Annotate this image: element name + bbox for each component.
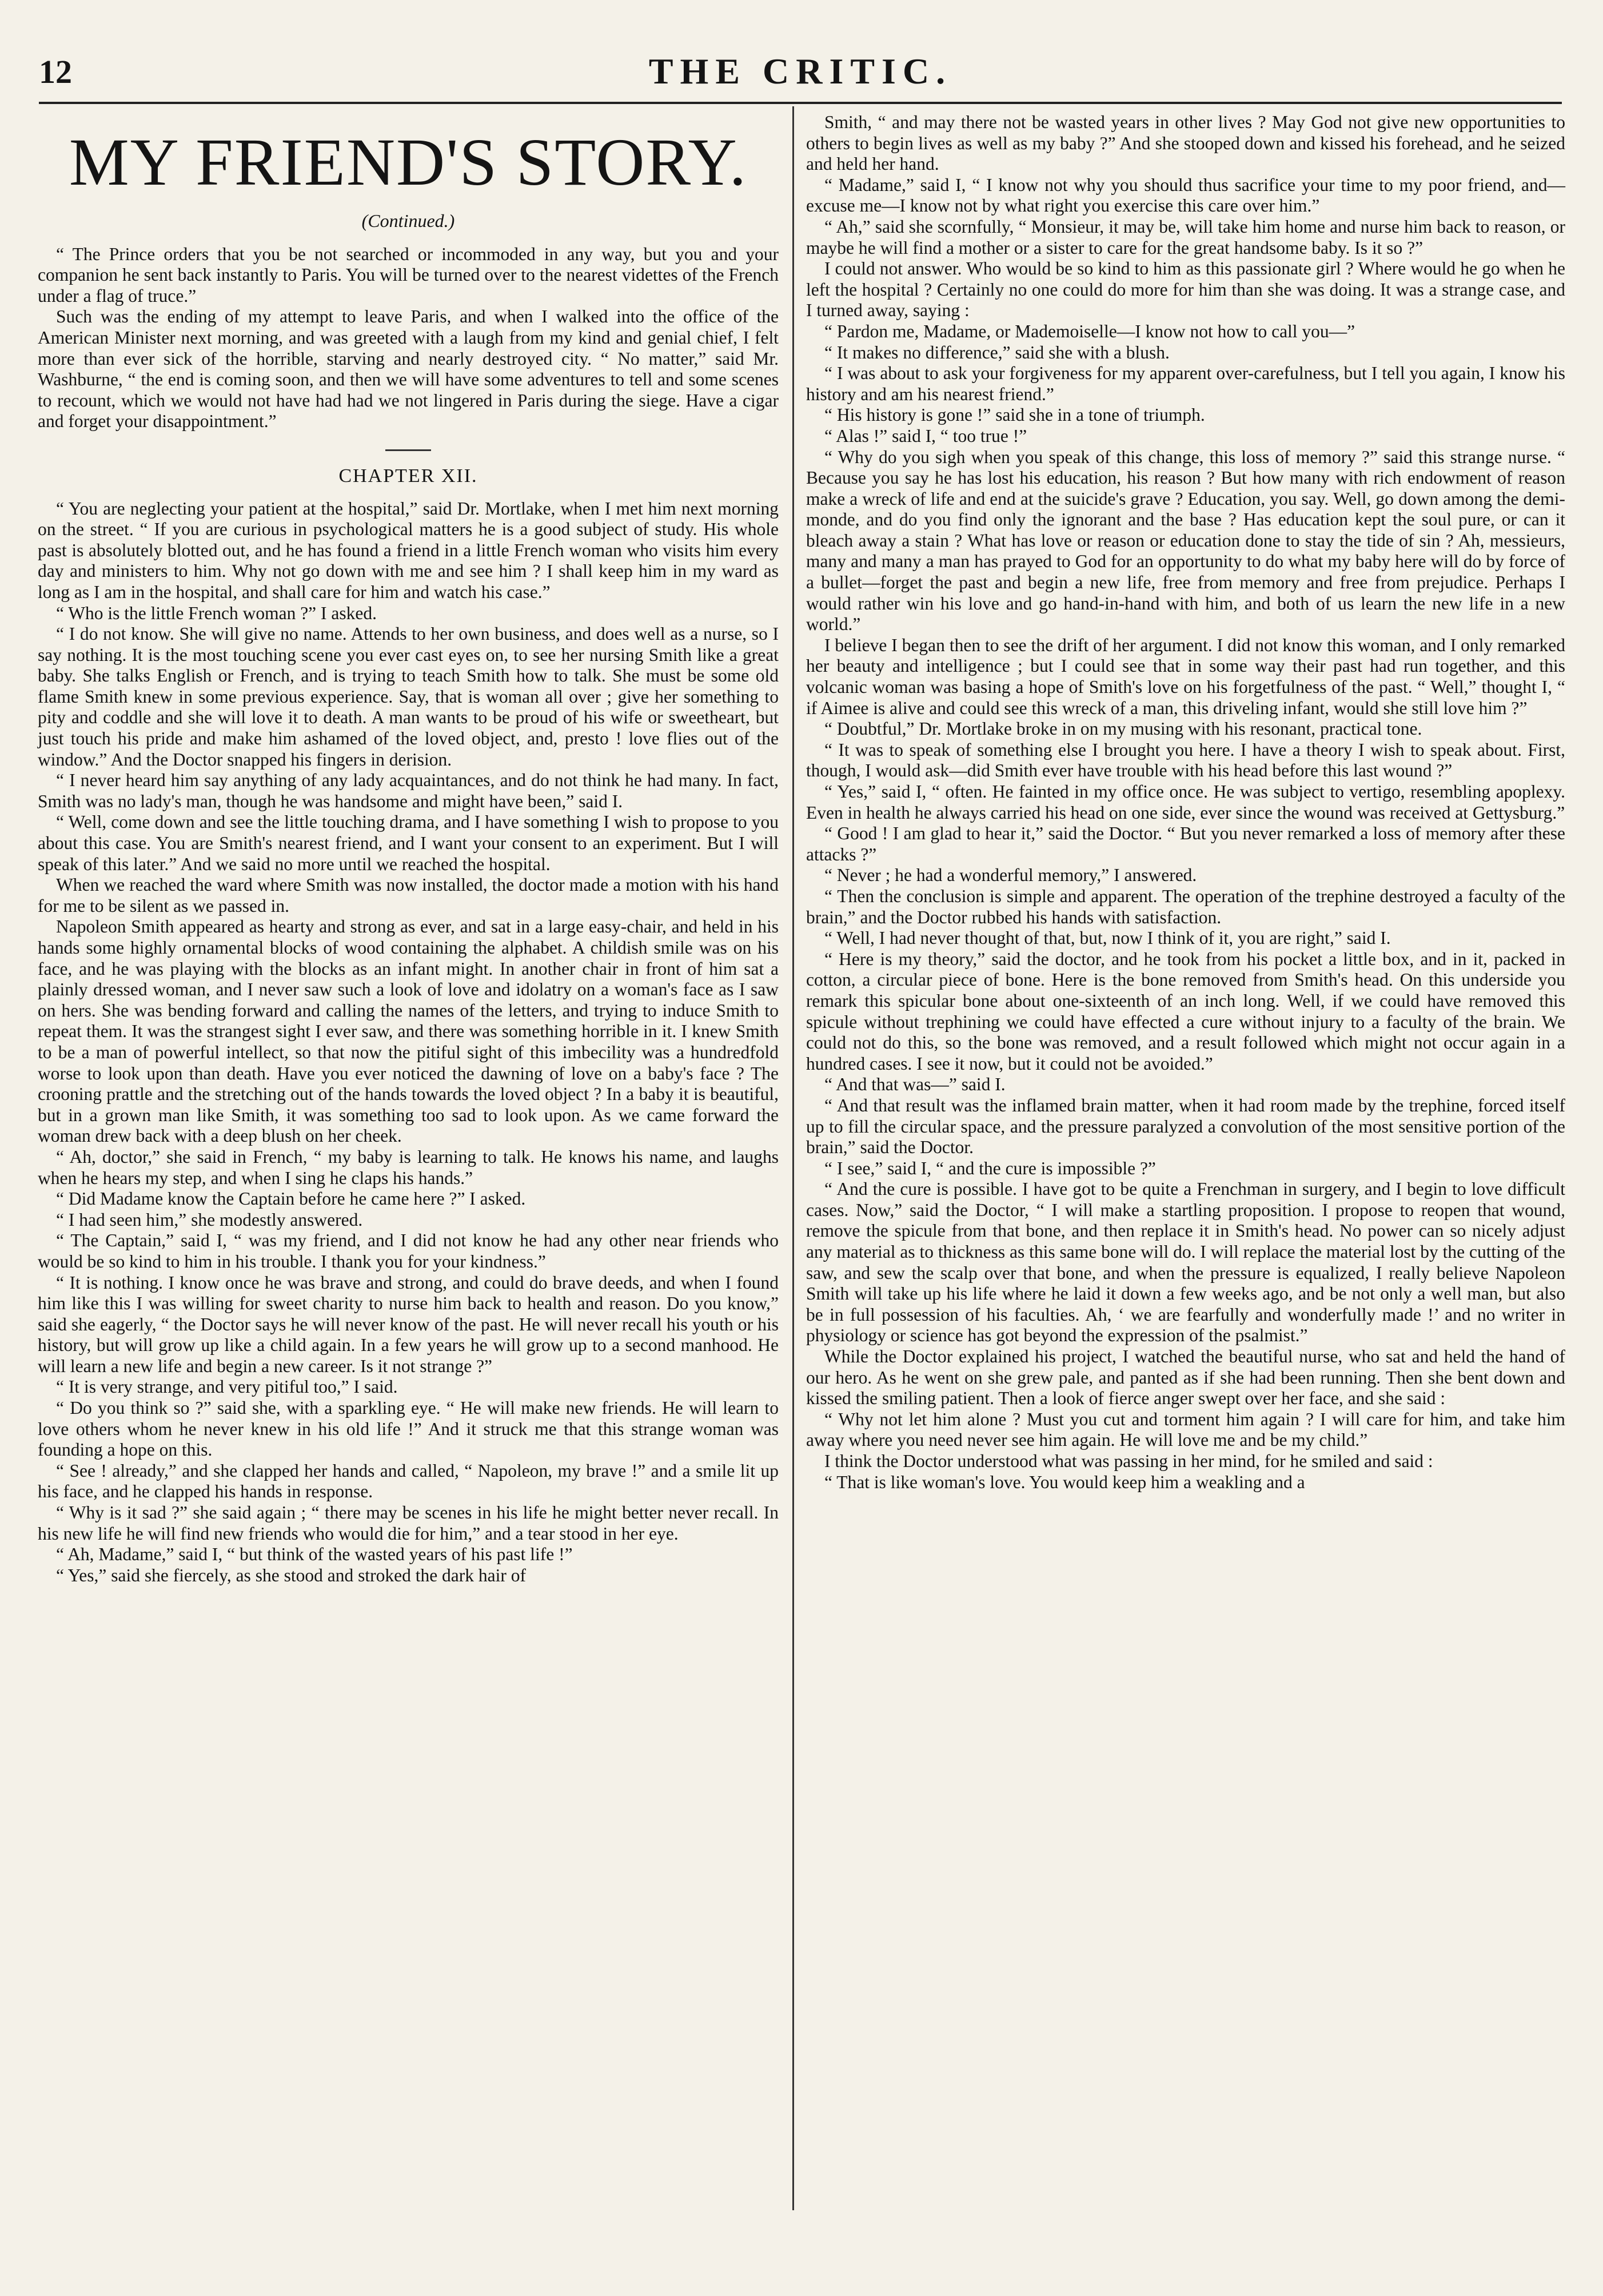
paragraph: “ Pardon me, Madame, or Mademoiselle—I know not how to call you—” — [824, 321, 1355, 341]
left-column-top-paragraphs — [38, 244, 779, 432]
right-column — [806, 112, 1565, 1493]
paragraph: “ See ! already,” and she clapped her hands and called, “ Napoleon, my brave !” and a smile lit up his face, and he clapped his hands in response. — [38, 1460, 779, 1502]
left-column-chapter-paragraphs — [38, 499, 779, 1587]
paragraph: “ And that result was the inflamed brain matter, when it had room made by the trephine, forced itself up to fill the circular space, and the pressure paralyzed a convolution of the most sensitive portion of the brain,” said the Doctor. — [806, 1095, 1565, 1158]
column-rule — [792, 106, 794, 2210]
paragraph: “ His history is gone !” said she in a tone of triumph. — [824, 405, 1205, 425]
paragraph: “ Yes,” said she fiercely, as she stood and stroked the dark hair of — [56, 1565, 526, 1585]
paragraph: “ And that was—” said I. — [824, 1074, 1006, 1095]
page-number: 12 — [39, 53, 72, 90]
paragraph: “ Never ; he had a wonderful memory,” I answered. — [824, 865, 1197, 886]
paragraph: “ Do you think so ?” said she, with a sparkling eye. “ He will make new friends. He will learn to love others whom he never knew in his old life !” And it struck me that this strange woman was founding a hope on this. — [38, 1398, 779, 1460]
paragraph: “ Who is the little French woman ?” I asked. — [56, 603, 377, 623]
paragraph: “ Then the conclusion is simple and apparent. The operation of the trephine destroyed a faculty of the brain,” and the Doctor rubbed his hands with satisfaction. — [806, 886, 1565, 927]
paragraph: I think the Doctor understood what was passing in her mind, for he smiled and said : — [824, 1451, 1433, 1471]
journal-title: THE CRITIC. — [648, 51, 952, 91]
paragraph: “ Madame,” said I, “ I know not why you should thus sacrifice your time to my poor friend, and—excuse me—I know not by what right you exercise this care over him.” — [806, 174, 1565, 216]
paragraph: “ Why do you sigh when you speak of this change, this loss of memory ?” said this strange nurse. “ Because you say he has lost his education, his reason ? But how many with rich endowment of reason make a wreck of life and end at the suicide's grave ? Education, you say. Well, go down among the demi-monde, and do you find only the ignorant and the base ? Has education kept the soul pure, or can it bleach away a stain ? What has love or reason or education done to stay the tide of sin ? Ah, messieurs, many and many a man has prayed to God for an opportunity to do what my baby here will do by force of a bullet—forget the past and begin a new life, free from memory and free from prejudice. Perhaps I would rather win his love and go hand-in-hand with him, and both of us learn the new life in a new world.” — [806, 447, 1565, 635]
running-head — [39, 53, 1562, 99]
paragraph: “ Yes,” said I, “ often. He fainted in my office once. He was subject to vertigo, resembling apoplexy. Even in health he always carried his head on one side, ever since the wound was received at Gettysburg.” — [806, 782, 1565, 823]
paragraph: “ Ah, doctor,” she said in French, “ my baby is learning to talk. He knows his name, and laughs when he hears my step, and when I sing he claps his hands.” — [38, 1146, 779, 1188]
paragraph: “ Well, come down and see the little touching drama, and I have something I wish to propose to you about this case. You are Smith's nearest friend, and I want your consent to an experiment. But I will speak of this later.” And we said no more until we reached the hospital. — [38, 812, 779, 874]
paragraph: “ It was to speak of something else I brought you here. I have a theory I wish to speak about. First, though, I would ask—did Smith ever have trouble with his head before this last wound ?” — [806, 739, 1565, 781]
story-title: MY FRIEND'S STORY. — [69, 125, 748, 200]
paragraph: Smith, “ and may there not be wasted years in other lives ? May God not give new opportunities to others to begin lives as well as my baby ?” And she stooped down and kissed his forehead, and he seized and held her hand. — [806, 112, 1565, 174]
paragraph: “ Ah, Madame,” said I, “ but think of the wasted years of his past life !” — [56, 1544, 573, 1565]
paragraph: “ Well, I had never thought of that, but, now I think of it, you are right,” said I. — [824, 928, 1391, 948]
paragraph: When we reached the ward where Smith was now installed, the doctor made a motion with his hand for me to be silent as we passed in. — [38, 875, 779, 916]
paragraph: “ Alas !” said I, “ too true !” — [824, 425, 1027, 446]
paragraph: I believe I began then to see the drift of her argument. I did not know this woman, and I only remarked her beauty and intelligence ; but I could see that in some way their past had run together, and this volcanic woman was basing a hope of Smith's love on his forgetfulness of the past. “ Well,” thought I, “ if Aimee is alive and could see this wreck of a man, this driveling infant, would she still love him ?” — [806, 635, 1565, 718]
paragraph: “ Here is my theory,” said the doctor, and he took from his pocket a little box, and in it, packed in cotton, a circular piece of bone. Here is the bone removed from Smith's head. On this underside you remark this spicular bone about one-sixteenth of an inch long. Well, if we could have removed this spicule without trephining we could have effected a cure without injury to a faculty of the brain. We could not do this, so the bone was removed, and a result followed which might not occur again in a hundred cases. I see it now, but it could not be avoided.” — [806, 948, 1565, 1074]
paragraph: “ Good ! I am glad to hear it,” said the Doctor. “ But you never remarked a loss of memory after these attacks ?” — [806, 823, 1565, 864]
chapter-heading: CHAPTER XII. — [338, 465, 478, 487]
paragraph: I could not answer. Who would be so kind to him as this passionate girl ? Where would he go when he left the hospital ? Certainly no one could do more for him than she was doing. It was a strange case, and I turned away, saying : — [806, 258, 1565, 321]
paragraph: “ Why is it sad ?” she said again ; “ there may be scenes in his life he might better never recall. In his new life he will find new friends who would die for him,” and a tear stood in her eye. — [38, 1502, 779, 1544]
header-rule — [39, 102, 1562, 104]
paragraph: “ It is nothing. I know once he was brave and strong, and could do brave deeds, and when I found him like this I was willing for sweet charity to nurse him back to health and reason. Do you know,” said she eagerly, “ the Doctor says he will never know of the past. He will never recall his youth or his history, but will grow up like a child again. In a few years he will grow up to a second manhood. He will learn a new life and begin a new career. Is it not strange ?” — [38, 1272, 779, 1376]
paragraph: “ I was about to ask your forgiveness for my apparent over-carefulness, but I tell you again, I know his history and am his nearest friend.” — [806, 363, 1565, 404]
paragraph: “ I never heard him say anything of any lady acquaintances, and do not think he had many. In fact, Smith was no lady's man, though he was handsome and might have been,” said I. — [38, 770, 779, 811]
paragraph: “ It is very strange, and very pitiful too,” I said. — [56, 1377, 398, 1397]
paragraph: “ It makes no difference,” said she with a blush. — [824, 342, 1170, 362]
paragraph: “ Did Madame know the Captain before he came here ?” I asked. — [56, 1189, 526, 1209]
paragraph: “ The Prince orders that you be not searched or incommoded in any way, but you and your companion he sent back instantly to Paris. You will be turned over to the nearest videttes of the French under a flag of truce.” — [38, 244, 779, 306]
paragraph: “ And the cure is possible. I have got to be quite a Frenchman in surgery, and I begin to love difficult cases. Now,” said the Doctor, “ I will make a startling proposition. I propose to reopen that wound, remove the spicule from that bone, and then replace it in Smith's head. No power can so nicely adjust any material as to thickness as this same bone will do. I will replace the material lost by the cutting of the saw, and sew the scalp over that bone, and when the pressure is equalized, I really believe Napoleon Smith will take up his life where he laid it down a few weeks ago, and be not only a well man, but also be in full possession of his faculties. Ah, ‘ we are fearfully and wonderfully made !’ and no writer in physiology or science has got beyond the expression of the psalmist.” — [806, 1179, 1565, 1346]
paragraph: Napoleon Smith appeared as hearty and strong as ever, and sat in a large easy-chair, and held in his hands some highly ornamental blocks of wood containing the alphabet. A childish smile was on his face, and he was playing with the blocks as an infant might. In another chair in front of him sat a plainly dressed woman, and I never saw such a look of love and idolatry on a woman's face as I saw on hers. She was bending forward and calling the names of the letters, and trying to induce Smith to repeat them. It was the strangest sight I ever saw, and there was something horrible in it. I knew Smith to be a man of powerful intellect, so that now the pitiful sight of this imbecility was a hundredfold worse to look upon than death. Have you ever noticed the dawning of love on a baby's face ? The crooning prattle and the stretching out of the hands towards the loved object ? In a baby it is beautiful, but in a grown man like Smith, it was something too sad to look upon. As we came forward the woman drew back with a deep blush on her cheek. — [38, 916, 779, 1146]
left-column — [38, 112, 779, 1586]
paragraph: “ I had seen him,” she modestly answered. — [56, 1209, 363, 1230]
section-divider — [385, 449, 431, 451]
paragraph: “ I do not know. She will give no name. Attends to her own business, and does well as a nurse, so I say nothing. It is the most touching scene you ever cast eyes on, to see her nursing Smith like a great baby. She talks English or French, and is trying to teach Smith how to talk. She must be some old flame Smith knew in some previous experience. Say, that is woman all over ; give her something to pity and coddle and she will love it to death. A man wants to be proud of his wife or sweetheart, but just touch his pride and make him ashamed of the loved object, and, presto ! love flies out of the window.” And the Doctor snapped his fingers in derision. — [38, 624, 779, 770]
paragraph: “ That is like woman's love. You would keep him a weakling and a — [824, 1472, 1305, 1492]
right-column-paragraphs — [806, 112, 1565, 1493]
continued-note: (Continued.) — [361, 210, 455, 231]
paragraph: “ Ah,” said she scornfully, “ Monsieur, it may be, will take him home and nurse him back to reason, or maybe he will find a mother or a sister to care for the great handsome baby. Is it so ?” — [806, 216, 1565, 258]
paragraph: While the Doctor explained his project, I watched the beautiful nurse, who sat and held the hand of our hero. As he went on she grew pale, and panted as if she had been running. Then she bent down and kissed the smiling patient. Then a look of fierce anger swept over her face, and she said : — [806, 1346, 1565, 1409]
paragraph: “ Doubtful,” Dr. Mortlake broke in on my musing with his resonant, practical tone. — [824, 719, 1422, 739]
paragraph: “ You are neglecting your patient at the hospital,” said Dr. Mortlake, when I met him next morning on the street. “ If you are curious in psychological matters he is a good subject of study. His whole past is absolutely blotted out, and he has found a friend in a little French woman who visits him every day and ministers to him. Why not go down with me and see him ? I shall keep him in my ward as long as I am in the hospital, and shall care for him and watch his case.” — [38, 498, 779, 602]
paragraph: “ The Captain,” said I, “ was my friend, and I did not know he had any other near friends who would be so kind to him in his trouble. I thank you for your kindness.” — [38, 1230, 779, 1271]
paragraph: “ Why not let him alone ? Must you cut and torment him again ? I will care for him, and take him away where you need never see him again. He will love me and be my child.” — [806, 1409, 1565, 1450]
paragraph: Such was the ending of my attempt to leave Paris, and when I walked into the office of the American Minister next morning, and was greeted with a laugh from my kind and genial chief, I felt more than ever sick of the horrible, starving and nearly destroyed city. “ No matter,” said Mr. Washburne, “ the end is coming soon, and then we will have some adventures to tell and some scenes to recount, which we would not have had had we not lingered in Paris during the siege. Have a cigar and forget your disappointment.” — [38, 306, 779, 432]
paragraph: “ I see,” said I, “ and the cure is impossible ?” — [824, 1158, 1156, 1178]
